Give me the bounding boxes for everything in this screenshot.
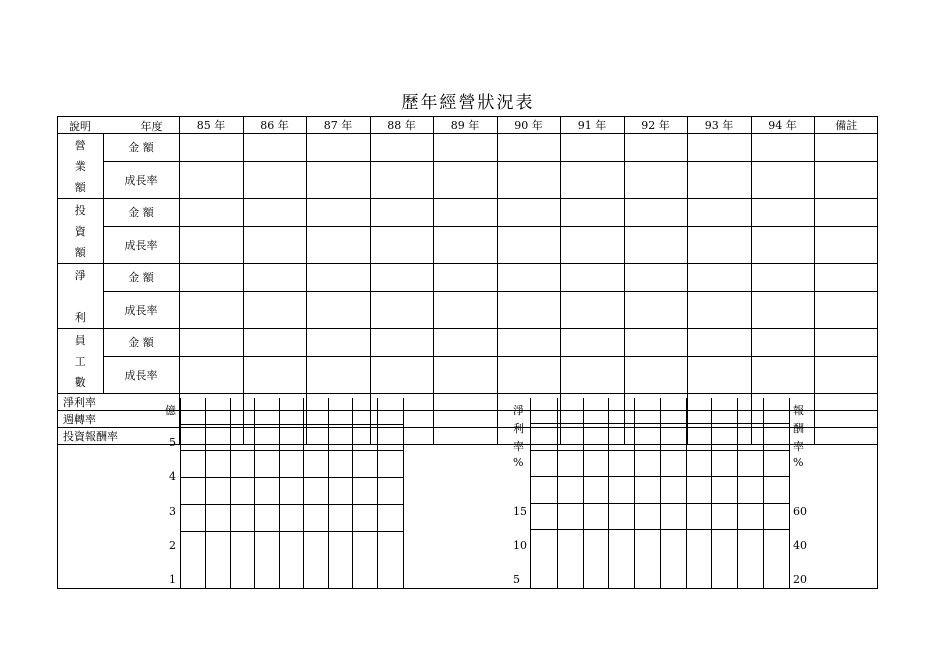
amount-label: 金 額 (103, 264, 179, 292)
data-cell[interactable] (624, 329, 687, 357)
grid-line (583, 398, 584, 589)
data-cell[interactable] (624, 199, 687, 227)
right-grid (530, 398, 790, 589)
data-cell[interactable] (433, 161, 497, 199)
data-cell[interactable] (814, 134, 878, 162)
data-cell[interactable] (497, 329, 560, 357)
grid-line (531, 423, 789, 424)
data-cell[interactable] (624, 356, 687, 394)
data-cell[interactable] (179, 356, 243, 394)
group-label-char: 投 (74, 204, 86, 217)
data-cell[interactable] (687, 226, 751, 264)
group-label-char: 營 (74, 139, 86, 152)
data-cell[interactable] (243, 329, 306, 357)
table-row (58, 329, 878, 357)
data-cell[interactable] (179, 226, 243, 264)
mid-axis-tick: 5 (513, 573, 520, 586)
grid-line (181, 450, 403, 451)
mid-axis-label-char: 利 (513, 422, 524, 435)
data-cell[interactable] (751, 264, 814, 292)
grid-line (711, 398, 712, 589)
chart-grid-area (58, 398, 878, 589)
data-cell[interactable] (687, 161, 751, 199)
data-cell[interactable] (370, 291, 433, 329)
data-cell[interactable] (687, 199, 751, 227)
data-cell[interactable] (433, 329, 497, 357)
data-cell[interactable] (751, 199, 814, 227)
data-cell[interactable] (624, 134, 687, 162)
group-label-char: 利 (74, 311, 86, 324)
data-cell[interactable] (814, 226, 878, 264)
year-header: 85 年 (179, 117, 243, 134)
grid-line (660, 398, 661, 589)
grid-line (763, 398, 764, 589)
data-cell[interactable] (560, 226, 624, 264)
data-cell[interactable] (306, 134, 370, 162)
group-label-char: 業 (74, 160, 86, 173)
left-axis-unit: 億 (165, 404, 176, 417)
growth-label: 成長率 (103, 226, 179, 264)
right-axis-label-char: 酬 (793, 422, 804, 435)
header-desc-year-cell (58, 117, 179, 134)
growth-label: 成長率 (103, 356, 179, 394)
group-label-char: 額 (74, 181, 86, 194)
data-cell[interactable] (751, 291, 814, 329)
right-axis-label-char: % (793, 456, 804, 469)
data-cell[interactable] (306, 226, 370, 264)
right-axis-label-char: 率 (793, 440, 804, 453)
row-label: 淨利率 (58, 394, 179, 411)
data-cell[interactable] (243, 161, 306, 199)
amount-label: 金 額 (103, 199, 179, 227)
row-label: 週轉率 (58, 411, 179, 428)
right-axis-tick: 20 (793, 573, 807, 586)
year-header: 89 年 (433, 117, 497, 134)
data-cell[interactable] (560, 134, 624, 162)
table-row (58, 226, 878, 264)
data-cell[interactable] (243, 356, 306, 394)
data-cell[interactable] (687, 134, 751, 162)
data-cell[interactable] (624, 264, 687, 292)
data-cell[interactable] (179, 161, 243, 199)
grid-line (205, 398, 206, 589)
data-cell[interactable] (560, 291, 624, 329)
data-cell[interactable] (306, 329, 370, 357)
table-row (58, 134, 878, 162)
data-cell[interactable] (497, 134, 560, 162)
data-cell[interactable] (814, 264, 878, 292)
data-cell[interactable] (306, 291, 370, 329)
table-row (58, 199, 878, 227)
mid-axis-tick: 10 (513, 539, 527, 552)
data-cell[interactable] (624, 226, 687, 264)
right-axis-label-char: 報 (793, 404, 804, 417)
group-label-char: 工 (74, 355, 86, 368)
data-cell[interactable] (497, 161, 560, 199)
data-cell[interactable] (814, 199, 878, 227)
mid-axis-tick: 15 (513, 505, 527, 518)
group-label (58, 134, 103, 199)
summary-table (58, 117, 878, 445)
data-cell[interactable] (306, 264, 370, 292)
data-cell[interactable] (243, 264, 306, 292)
data-cell[interactable] (370, 134, 433, 162)
data-cell[interactable] (497, 226, 560, 264)
data-cell[interactable] (433, 291, 497, 329)
group-label-char: 淨 (74, 269, 86, 282)
grid-line (254, 398, 255, 589)
data-cell[interactable] (687, 356, 751, 394)
data-cell[interactable] (433, 134, 497, 162)
right-axis-tick: 60 (793, 505, 807, 518)
data-cell[interactable] (751, 356, 814, 394)
data-cell[interactable] (370, 161, 433, 199)
year-header: 90 年 (497, 117, 560, 134)
data-cell[interactable] (433, 226, 497, 264)
grid-line (531, 476, 789, 477)
data-cell[interactable] (243, 291, 306, 329)
data-cell[interactable] (370, 199, 433, 227)
data-cell[interactable] (560, 199, 624, 227)
amount-label: 金 額 (103, 329, 179, 357)
year-header: 87 年 (306, 117, 370, 134)
mid-axis-label-char: 率 (513, 440, 524, 453)
data-cell[interactable] (814, 329, 878, 357)
group-label-char: 員 (74, 334, 86, 347)
data-cell[interactable] (560, 161, 624, 199)
data-cell[interactable] (306, 199, 370, 227)
amount-label: 金 額 (103, 134, 179, 162)
growth-label: 成長率 (103, 291, 179, 329)
data-cell[interactable] (497, 356, 560, 394)
table-row (58, 291, 878, 329)
left-axis-tick: 1 (169, 573, 176, 586)
data-cell[interactable] (243, 226, 306, 264)
data-cell[interactable] (433, 356, 497, 394)
data-cell[interactable] (179, 264, 243, 292)
data-cell[interactable] (624, 161, 687, 199)
data-cell[interactable] (433, 199, 497, 227)
year-header: 93 年 (687, 117, 751, 134)
grid-line (686, 398, 687, 589)
grid-line (531, 503, 789, 504)
group-label-char: 資 (74, 225, 86, 238)
data-cell[interactable] (370, 226, 433, 264)
data-cell[interactable] (687, 264, 751, 292)
data-cell[interactable] (179, 134, 243, 162)
remarks-header: 備註 (814, 117, 878, 134)
data-cell[interactable] (370, 264, 433, 292)
grid-line (181, 477, 403, 478)
data-cell[interactable] (751, 134, 814, 162)
group-label-char: 數 (74, 376, 86, 389)
data-cell[interactable] (433, 264, 497, 292)
data-cell[interactable] (306, 161, 370, 199)
left-axis-tick: 4 (169, 470, 176, 483)
group-label-char (58, 286, 103, 307)
grid-line (634, 398, 635, 589)
group-label (58, 199, 103, 264)
left-axis-tick: 3 (169, 505, 176, 518)
grid-line (230, 398, 231, 589)
row-label: 投資報酬率 (58, 428, 179, 445)
header-row (58, 117, 878, 134)
data-cell[interactable] (751, 161, 814, 199)
group-label (58, 264, 103, 329)
grid-line (531, 529, 789, 530)
data-cell[interactable] (687, 329, 751, 357)
grid-line (608, 398, 609, 589)
right-axis-tick: 40 (793, 539, 807, 552)
year-header: 86 年 (243, 117, 306, 134)
grid-line (377, 398, 378, 589)
grid-line (181, 424, 403, 425)
grid-line (303, 398, 304, 589)
data-cell[interactable] (560, 329, 624, 357)
data-cell[interactable] (497, 264, 560, 292)
grid-line (181, 504, 403, 505)
data-cell[interactable] (687, 291, 751, 329)
year-header: 92 年 (624, 117, 687, 134)
grid-line (279, 398, 280, 589)
left-grid (180, 398, 404, 589)
data-cell[interactable] (814, 291, 878, 329)
data-cell[interactable] (243, 134, 306, 162)
group-label-char: 額 (74, 246, 86, 259)
page-title: 歷年經營狀況表 (401, 93, 535, 113)
data-cell[interactable] (497, 199, 560, 227)
group-label (58, 329, 103, 394)
year-header: 88 年 (370, 117, 433, 134)
header-desc-label: 說明 (69, 120, 91, 133)
mid-axis-label-char: 淨 (513, 404, 524, 417)
data-cell[interactable] (497, 291, 560, 329)
data-cell[interactable] (179, 329, 243, 357)
data-cell[interactable] (179, 291, 243, 329)
data-cell[interactable] (560, 264, 624, 292)
table-row (58, 264, 878, 292)
grid-line (352, 398, 353, 589)
data-cell[interactable] (560, 356, 624, 394)
table-row (58, 161, 878, 199)
growth-label: 成長率 (103, 161, 179, 199)
grid-line (181, 531, 403, 532)
grid-line (737, 398, 738, 589)
grid-line (328, 398, 329, 589)
data-cell[interactable] (751, 329, 814, 357)
report-form (57, 116, 878, 589)
grid-line (531, 450, 789, 451)
year-header: 91 年 (560, 117, 624, 134)
table-row (58, 356, 878, 394)
year-header: 94 年 (751, 117, 814, 134)
data-cell[interactable] (751, 226, 814, 264)
grid-line (557, 398, 558, 589)
mid-axis-label-char: % (513, 456, 524, 469)
data-cell[interactable] (370, 329, 433, 357)
data-cell[interactable] (243, 199, 306, 227)
data-cell[interactable] (306, 356, 370, 394)
left-axis-tick: 2 (169, 539, 176, 552)
data-cell[interactable] (370, 356, 433, 394)
data-cell[interactable] (624, 291, 687, 329)
data-cell[interactable] (814, 356, 878, 394)
header-year-label: 年度 (140, 120, 163, 133)
data-cell[interactable] (814, 161, 878, 199)
left-axis-tick: 5 (169, 436, 176, 449)
data-cell[interactable] (179, 199, 243, 227)
